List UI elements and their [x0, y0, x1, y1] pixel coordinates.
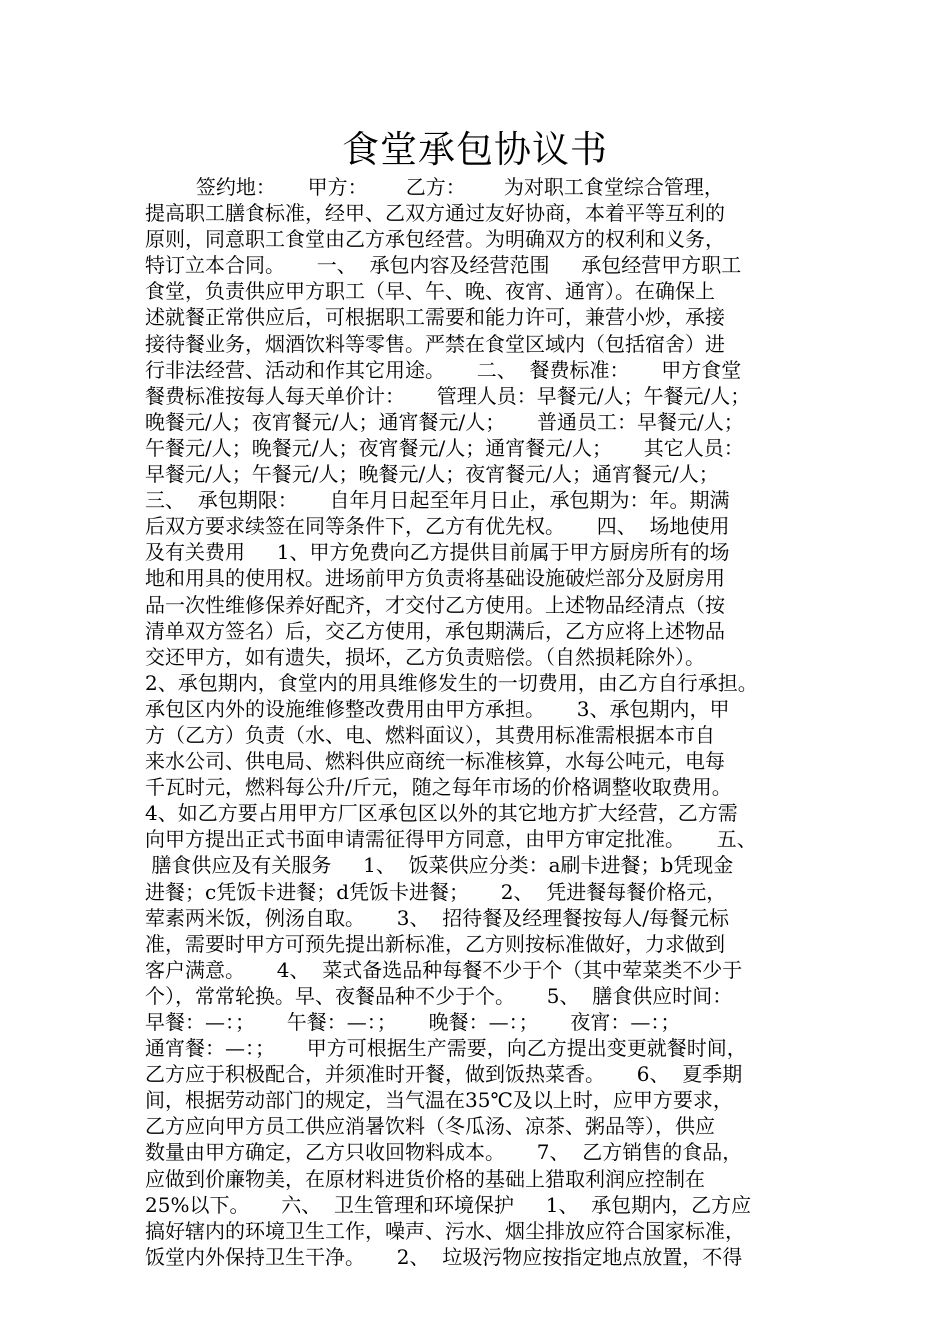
body-text-line: 承包区内外的设施维修整改费用由甲方承担。 3、承包期内，甲	[145, 696, 730, 721]
body-text-line: 客户满意。 4、 菜式备选品种每餐不少于个（其中荤菜类不少于	[145, 957, 743, 982]
body-text-line: 后双方要求续签在同等条件下，乙方有优先权。 四、 场地使用	[145, 514, 730, 539]
body-text-line: 千瓦时元，燃料每公升/斤元，随之每年市场的价格调整收取费用。	[145, 775, 732, 800]
body-text-line: 早餐：—：； 午餐：—：； 晚餐：—：； 夜宵：—：；	[145, 1010, 681, 1034]
body-text-line: 数量由甲方确定，乙方只收回物料成本。 7、 乙方销售的食品，	[145, 1140, 743, 1165]
body-text-line: 餐费标准按每人每天单价计： 管理人员：早餐元/人；午餐元/人；	[145, 383, 751, 408]
body-text-line: 清单双方签名）后，交乙方使用，承包期满后，乙方应将上述物品	[145, 618, 725, 643]
body-text-line: 搞好辖内的环境卫生工作，噪声、污水、烟尘排放应符合国家标准，	[145, 1218, 745, 1243]
document-title: 食堂承包协议书	[342, 128, 608, 171]
body-text-line: 4、如乙方要占用甲方厂区承包区以外的其它地方扩大经营，乙方需	[145, 801, 738, 826]
body-text-line: 特订立本合同。 一、 承包内容及经营范围 承包经营甲方职工	[145, 253, 742, 278]
body-text-line: 提高职工膳食标准，经甲、乙双方通过友好协商，本着平等互利的	[145, 201, 725, 226]
body-text-line: 接待餐业务，烟酒饮料等零售。严禁在食堂区域内（包括宿舍）进	[145, 331, 725, 356]
body-text-line: 膳食供应及有关服务 1、 饭菜供应分类：a刷卡进餐；b凭现金	[145, 853, 734, 878]
body-text-line: 25%以下。 六、 卫生管理和环境保护 1、 承包期内，乙方应	[145, 1192, 752, 1217]
document-body	[145, 174, 825, 1270]
body-text-line: 2、承包期内，食堂内的用具维修发生的一切费用，由乙方自行承担。	[145, 670, 758, 695]
body-text-line: 地和用具的使用权。进场前甲方负责将基础设施破烂部分及厨房用	[145, 566, 725, 591]
body-text-line: 乙方应于积极配合，并须准时开餐，做到饭热菜香。 6、 夏季期	[145, 1062, 743, 1087]
body-text-line: 签约地： 甲方： 乙方： 为对职工食堂综合管理，	[145, 175, 724, 199]
body-text-line: 早餐元/人；午餐元/人；晚餐元/人；夜宵餐元/人；通宵餐元/人；	[145, 462, 719, 487]
body-text-line: 食堂，负责供应甲方职工（早、午、晚、夜宵、通宵）。在确保上	[145, 279, 715, 304]
body-text-line: 应做到价廉物美，在原材料进货价格的基础上猎取利润应控制在	[145, 1166, 705, 1191]
body-text-line: 原则，同意职工食堂由乙方承包经营。为明确双方的权利和义务，	[145, 227, 725, 252]
body-text-line: 午餐元/人；晚餐元/人；夜宵餐元/人；通宵餐元/人； 其它人员：	[145, 435, 744, 460]
body-text-line: 及有关费用 1、甲方免费向乙方提供目前属于甲方厨房所有的场	[145, 540, 730, 565]
body-text-line: 乙方应向甲方员工供应消暑饮料（冬瓜汤、凉茶、粥品等），供应	[145, 1114, 715, 1139]
body-text-line: 三、 承包期限： 自年月日起至年月日止，承包期为：年。期满	[145, 488, 730, 513]
body-text-line: 品一次性维修保养好配齐，才交付乙方使用。上述物品经清点（按	[145, 592, 725, 617]
body-text-line: 行非法经营、活动和作其它用途。 二、 餐费标准： 甲方食堂	[145, 357, 742, 382]
body-text-line: 饭堂内外保持卫生干净。 2、 垃圾污物应按指定地点放置，不得	[145, 1244, 743, 1269]
body-text-line: 间，根据劳动部门的规定，当气温在35℃及以上时，应甲方要求，	[145, 1088, 733, 1113]
body-text-line: 方（乙方）负责（水、电、燃料面议），其费用标准需根据本市自	[145, 722, 715, 747]
body-text-line: 来水公司、供电局、燃料供应商统一标准核算，水每公吨元，电每	[145, 749, 725, 774]
body-text-line: 进餐；c凭饭卡进餐；d凭饭卡进餐； 2、 凭进餐每餐价格元，	[145, 879, 727, 904]
body-text-line: 向甲方提出正式书面申请需征得甲方同意，由甲方审定批准。 五、	[145, 827, 757, 852]
body-text-line: 个），常常轮换。早、夜餐品种不少于个。 5、 膳食供应时间：	[145, 983, 733, 1008]
body-text-line: 交还甲方，如有遗失，损坏，乙方负责赔偿。（自然损耗除外）。	[145, 644, 705, 669]
body-text-line: 荤素两米饭，例汤自取。 3、 招待餐及经理餐按每人/每餐元标	[145, 905, 729, 930]
body-text-line: 通宵餐：—：； 甲方可根据生产需要，向乙方提出变更就餐时间，	[145, 1036, 747, 1061]
body-text-line: 准，需要时甲方可预先提出新标准，乙方则按标准做好，力求做到	[145, 931, 725, 956]
body-text-line: 述就餐正常供应后，可根据职工需要和能力许可，兼营小炒，承接	[145, 305, 725, 330]
body-text-line: 晚餐元/人；夜宵餐元/人；通宵餐元/人； 普通员工：早餐元/人；	[145, 409, 744, 434]
